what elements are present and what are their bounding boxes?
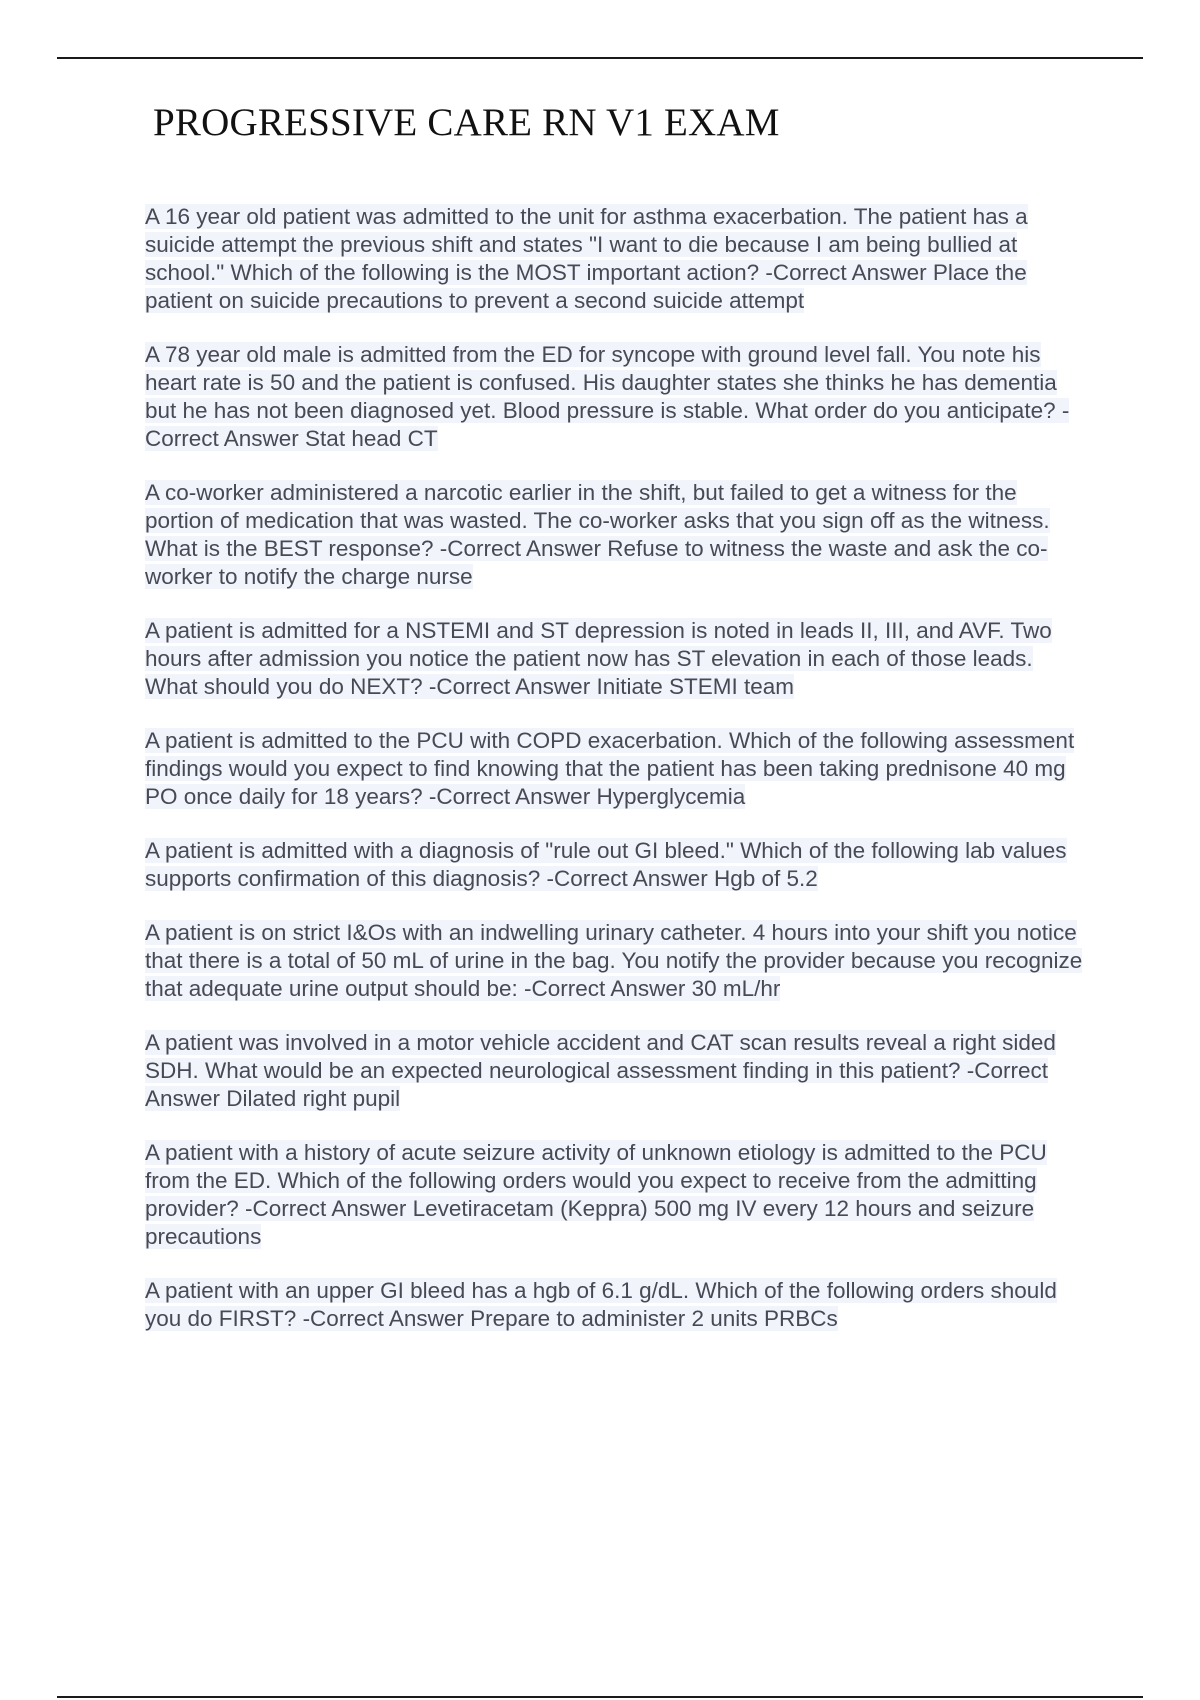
question-item (145, 1139, 1090, 1251)
question-text: A 78 year old male is admitted from the ED for syncope with ground level fall. You note his heart rate is 50 and the patient is confused. His daughter states she thinks he has dementia but he has not been diagnosed yet. Blood pressure is stable. What order do you anticipate? -Correct Answer Stat head CT (145, 342, 1070, 451)
bottom-divider (57, 1696, 1143, 1698)
question-text: A patient is admitted to the PCU with COPD exacerbation. Which of the following assessment findings would you expect to find knowing that the patient has been taking prednisone 40 mg PO once daily for 18 years? -Correct Answer Hyperglycemia (145, 728, 1075, 809)
question-text: A co-worker administered a narcotic earlier in the shift, but failed to get a witness for the portion of medication that was wasted. The co-worker asks that you sign off as the witness. What is the BEST response? -Correct Answer Refuse to witness the waste and ask the co-worker to notify the charge nurse (145, 480, 1050, 589)
question-item (145, 1029, 1090, 1113)
question-item (145, 1277, 1090, 1333)
question-text: A patient is admitted with a diagnosis of "rule out GI bleed." Which of the following lab values supports confirmation of this diagnosis? -Correct Answer Hgb of 5.2 (145, 838, 1067, 891)
question-text: A patient with a history of acute seizure activity of unknown etiology is admitted to the PCU from the ED. Which of the following orders would you expect to receive from the admitting provider? -Correct Answer Levetiracetam (Keppra) 500 mg IV every 12 hours and seizure precautions (145, 1140, 1047, 1249)
question-text: A patient is admitted for a NSTEMI and ST depression is noted in leads II, III, and AVF. Two hours after admission you notice the patient now has ST elevation in each of those leads. What should you do NEXT? -Correct Answer Initiate STEMI team (145, 618, 1052, 699)
question-item (145, 341, 1090, 453)
top-divider (57, 57, 1143, 59)
question-list (145, 203, 1090, 1359)
question-item (145, 837, 1090, 893)
question-item (145, 479, 1090, 591)
page-title: PROGRESSIVE CARE RN V1 EXAM (153, 101, 780, 144)
question-item (145, 617, 1090, 701)
question-item (145, 727, 1090, 811)
question-item (145, 203, 1090, 315)
question-item (145, 919, 1090, 1003)
question-text: A 16 year old patient was admitted to the unit for asthma exacerbation. The patient has a suicide attempt the previous shift and states "I want to die because I am being bullied at school." Which of the following is the MOST important action? -Correct Answer Place the patient on suicide precautions to prevent a second suicide attempt (145, 204, 1028, 313)
question-text: A patient is on strict I&Os with an indwelling urinary catheter. 4 hours into your shift you notice that there is a total of 50 mL of urine in the bag. You notify the provider because you recognize that adequate urine output should be: -Correct Answer 30 mL/hr (145, 920, 1083, 1001)
question-text: A patient with an upper GI bleed has a hgb of 6.1 g/dL. Which of the following orders should you do FIRST? -Correct Answer Prepare to administer 2 units PRBCs (145, 1278, 1057, 1331)
question-text: A patient was involved in a motor vehicle accident and CAT scan results reveal a right sided SDH. What would be an expected neurological assessment finding in this patient? -Correct Answer Dilated right pupil (145, 1030, 1056, 1111)
